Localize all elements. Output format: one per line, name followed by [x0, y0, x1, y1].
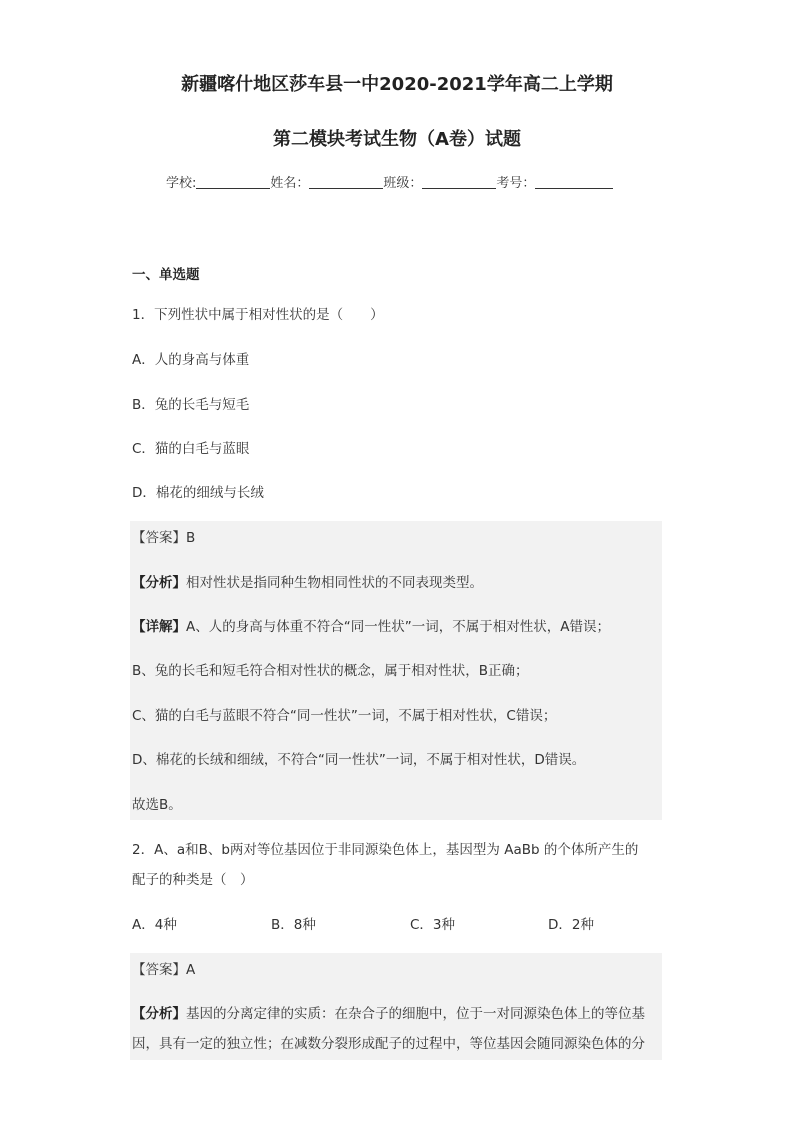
- name-label: 姓名：: [270, 176, 310, 191]
- title-line-1: 新疆喀什地区莎车县一中2020-2021学年高二上学期: [181, 74, 613, 95]
- q2-option-c: C．3种: [410, 917, 456, 933]
- q2-analysis-tag: 【分析】: [132, 1006, 186, 1022]
- q1-detail-line-1: [132, 618, 610, 636]
- q1-detail-line-5: 故选B。: [132, 797, 182, 813]
- q2-stem-line-1: 2．A、a和B、b两对等位基因位于非同源染色体上，基因型为 AaBb 的个体所产生的: [132, 842, 639, 858]
- q2-option-b: B．8种: [271, 917, 316, 933]
- q1-option-c: C．猫的白毛与蓝眼: [132, 441, 250, 457]
- school-blank[interactable]: [196, 174, 270, 189]
- q2-answer: 【答案】A: [132, 962, 196, 978]
- q1-analysis-tag: 【分析】: [132, 575, 186, 591]
- q2-analysis-line-1: [132, 1005, 645, 1023]
- q1-detail-tag: 【详解】: [132, 619, 186, 635]
- q1-detail-line-3: C、猫的白毛与蓝眼不符合“同一性状”一词，不属于相对性状，C错误；: [132, 708, 557, 724]
- q2-analysis-text-1: 基因的分离定律的实质：在杂合子的细胞中，位于一对同源染色体上的等位基: [186, 1006, 645, 1022]
- q1-option-d: D．棉花的细绒与长绒: [132, 485, 264, 501]
- q1-analysis: [132, 574, 483, 592]
- name-blank[interactable]: [309, 174, 383, 189]
- q1-stem: 1．下列性状中属于相对性状的是（ ）: [132, 307, 384, 323]
- school-label: 学校:: [166, 176, 197, 191]
- q2-option-d: D．2种: [548, 917, 594, 933]
- section-title: 一、单选题: [132, 267, 200, 283]
- q1-option-a: A．人的身高与体重: [132, 352, 250, 368]
- class-blank[interactable]: [422, 174, 496, 189]
- class-label: 班级：: [383, 176, 423, 191]
- q1-option-b: B．兔的长毛与短毛: [132, 397, 250, 413]
- q1-answer: 【答案】B: [132, 530, 196, 546]
- q2-analysis-line-2: 因，具有一定的独立性；在减数分裂形成配子的过程中，等位基因会随同源染色体的分: [132, 1036, 645, 1052]
- title-line-2: 第二模块考试生物（A卷）试题: [273, 129, 521, 150]
- q2-option-a: A．4种: [132, 917, 177, 933]
- q1-detail-line-2: B、兔的长毛和短毛符合相对性状的概念，属于相对性状，B正确；: [132, 663, 529, 679]
- q1-detail-line-4: D、棉花的长绒和细绒，不符合“同一性状”一词，不属于相对性状，D错误。: [132, 752, 586, 768]
- number-blank[interactable]: [535, 174, 613, 189]
- q2-stem-line-2: 配子的种类是（ ）: [132, 872, 254, 888]
- number-label: 考号：: [496, 176, 536, 191]
- student-info-line: [166, 172, 613, 191]
- q1-analysis-text: 相对性状是指同种生物相同性状的不同表现类型。: [186, 575, 483, 591]
- q1-detail-text: A、人的身高与体重不符合“同一性状”一词，不属于相对性状，A错误；: [186, 619, 610, 635]
